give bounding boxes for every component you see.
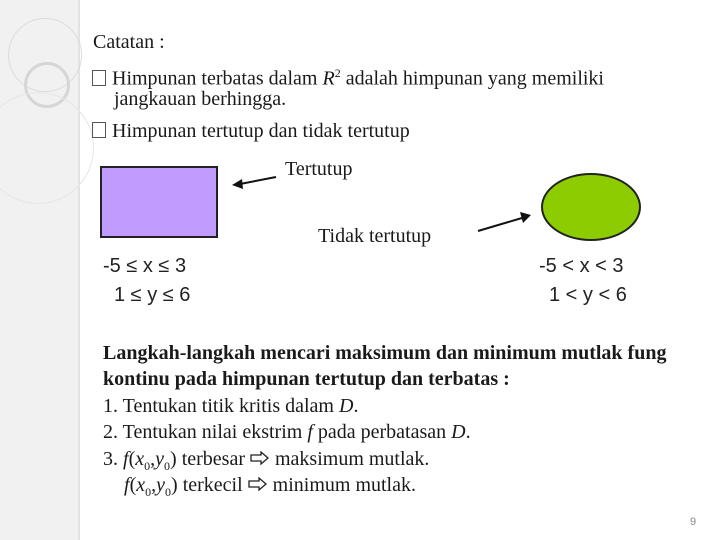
page-number: 9 xyxy=(690,516,697,528)
closed-ineq-y: 1 ≤ y ≤ 6 xyxy=(114,284,191,306)
arrow-to-rectangle-icon xyxy=(232,177,276,189)
right-hollow-arrow-icon xyxy=(250,451,270,465)
steps-heading-2: kontinu pada himpunan tertutup dan terbatas : xyxy=(103,368,510,390)
right-hollow-arrow-icon xyxy=(248,477,268,491)
step-1: 1. Tentukan titik kritis dalam D. xyxy=(103,395,359,417)
step-3-max: 3. $f(x_0,y_0)$ terbesar maksimum mutlak. xyxy=(103,448,430,473)
step-2: 2. Tentukan nilai ekstrim f pada perbatasan D. xyxy=(103,421,471,443)
bullet-1-line-2: jangkauan berhingga. xyxy=(114,88,287,110)
arrow-to-ellipse-icon xyxy=(478,212,531,231)
steps-heading-1: Langkah-langkah mencari maksimum dan minimum mutlak fung xyxy=(103,342,667,364)
note-title: Catatan : xyxy=(93,31,165,53)
open-ineq-y: 1 < y < 6 xyxy=(549,284,627,306)
bullet-1: Himpunan terbatas dalam $R^2$ adalah himpunan yang memiliki xyxy=(92,61,604,91)
open-ineq-x: -5 < x < 3 xyxy=(539,255,624,277)
label-tertutup: Tertutup xyxy=(285,158,353,180)
bullet-2: Himpunan tertutup dan tidak tertutup xyxy=(92,119,410,143)
closed-ineq-x: -5 ≤ x ≤ 3 xyxy=(103,255,187,277)
step-3-min: $f(x_0,y_0)$ terkecil minimum mutlak. xyxy=(124,474,416,499)
label-tidak-tertutup: Tidak tertutup xyxy=(318,225,432,247)
